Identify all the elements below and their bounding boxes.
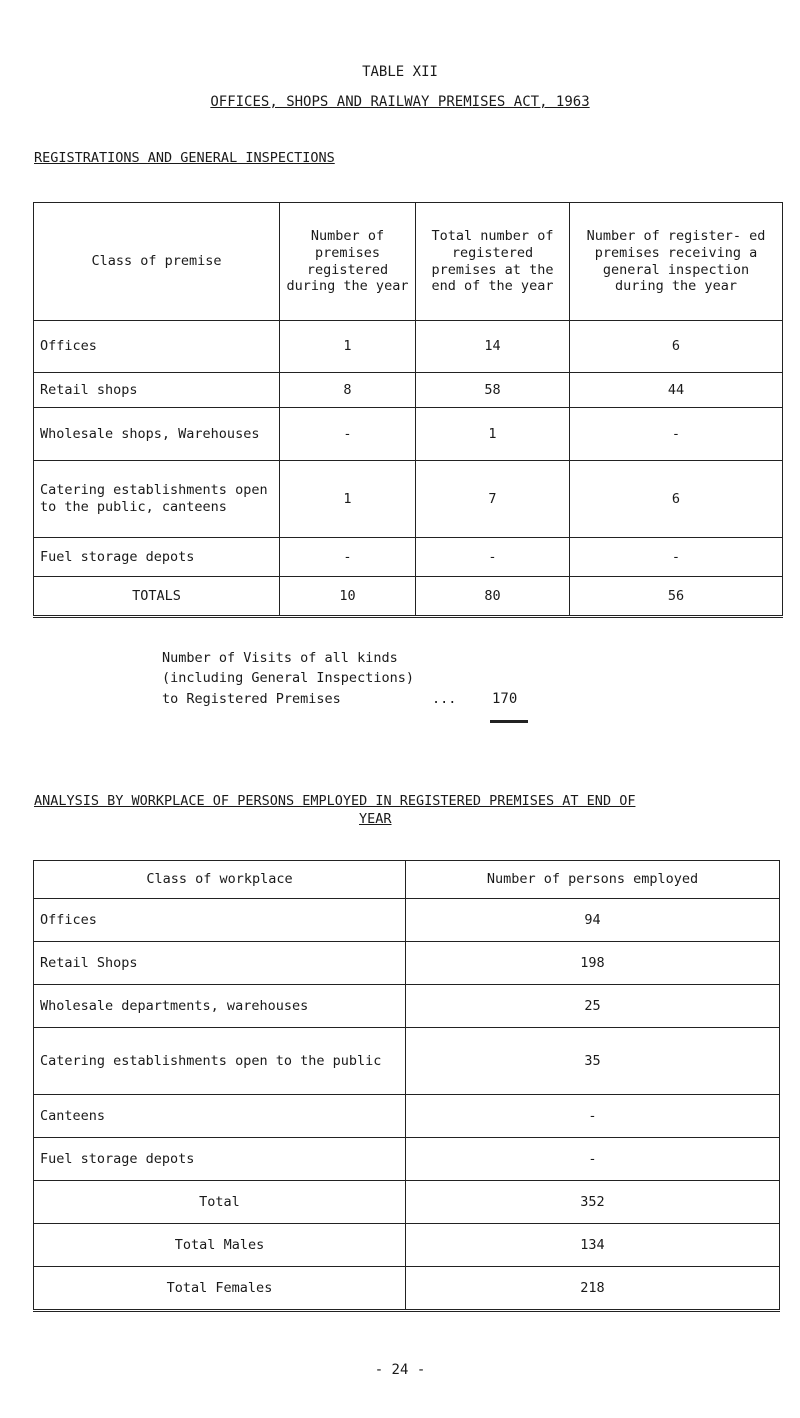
cell-registered: 10 — [280, 577, 416, 617]
cell-employed: - — [406, 1138, 780, 1181]
visits-count-underline — [490, 720, 528, 723]
page-number: - 24 - — [374, 1362, 426, 1378]
table-row — [34, 1028, 780, 1095]
cell-inspected: 44 — [570, 373, 783, 408]
column-header: Number of register- ed premises receiving a general inspection during the year — [570, 203, 783, 321]
visits-line: (including General Inspections) — [162, 670, 414, 687]
row-label: Retail Shops — [34, 942, 406, 985]
table-row — [34, 373, 783, 408]
column-header: Class of premise — [34, 203, 280, 321]
cell-employed: 352 — [406, 1181, 780, 1224]
total-label: Total Males — [34, 1224, 406, 1267]
cell-inspected: - — [570, 408, 783, 461]
table-header-row — [34, 203, 783, 321]
totals-label: TOTALS — [34, 577, 280, 617]
row-label: Wholesale shops, Warehouses — [34, 408, 280, 461]
table-row — [34, 408, 783, 461]
column-header: Number of persons employed — [406, 861, 780, 899]
table-row — [34, 461, 783, 538]
table-header-row — [34, 861, 780, 899]
table-row — [34, 942, 780, 985]
cell-total: 7 — [416, 461, 570, 538]
total-row — [34, 1181, 780, 1224]
cell-employed: 35 — [406, 1028, 780, 1095]
table-title: TABLE XII — [362, 64, 438, 80]
total-row — [34, 1224, 780, 1267]
table-row — [34, 1138, 780, 1181]
visits-line: to Registered Premises — [162, 690, 341, 707]
cell-employed: 94 — [406, 899, 780, 942]
cell-registered: 8 — [280, 373, 416, 408]
cell-total: 14 — [416, 321, 570, 373]
section-heading-line: YEAR — [359, 811, 392, 828]
cell-total: 58 — [416, 373, 570, 408]
visits-count: 170 — [492, 690, 518, 707]
section-heading-line: ANALYSIS BY WORKPLACE OF PERSONS EMPLOYED IN REGISTERED PREMISES AT END OF — [34, 793, 636, 809]
cell-employed: 134 — [406, 1224, 780, 1267]
total-label: Total — [34, 1181, 406, 1224]
cell-inspected: 6 — [570, 461, 783, 538]
cell-inspected: 56 — [570, 577, 783, 617]
total-label: Total Females — [34, 1267, 406, 1311]
visits-line: Number of Visits of all kinds — [162, 650, 398, 666]
section-heading-employment — [34, 792, 774, 828]
employment-table — [33, 860, 780, 1312]
cell-employed: 25 — [406, 985, 780, 1028]
cell-registered: 1 — [280, 321, 416, 373]
table-row — [34, 538, 783, 577]
table-row — [34, 1095, 780, 1138]
column-header: Number of premises registered during the year — [280, 203, 416, 321]
registrations-table — [33, 202, 783, 618]
cell-total: 1 — [416, 408, 570, 461]
act-title: OFFICES, SHOPS AND RAILWAY PREMISES ACT, 1963 — [210, 94, 590, 110]
row-label: Offices — [34, 899, 406, 942]
visits-summary — [162, 648, 518, 709]
section-heading-registrations: REGISTRATIONS AND GENERAL INSPECTIONS — [34, 150, 335, 166]
cell-total: - — [416, 538, 570, 577]
row-label: Canteens — [34, 1095, 406, 1138]
total-row — [34, 1267, 780, 1311]
totals-row — [34, 577, 783, 617]
row-label: Fuel storage depots — [34, 538, 280, 577]
cell-employed: 218 — [406, 1267, 780, 1311]
cell-registered: - — [280, 408, 416, 461]
cell-registered: - — [280, 538, 416, 577]
row-label: Catering establishments open to the public, canteens — [34, 461, 280, 538]
cell-employed: - — [406, 1095, 780, 1138]
cell-total: 80 — [416, 577, 570, 617]
cell-registered: 1 — [280, 461, 416, 538]
cell-inspected: 6 — [570, 321, 783, 373]
row-label: Wholesale departments, warehouses — [34, 985, 406, 1028]
table-row — [34, 899, 780, 942]
leader-dots: ... — [432, 690, 457, 707]
cell-employed: 198 — [406, 942, 780, 985]
column-header: Class of workplace — [34, 861, 406, 899]
row-label: Fuel storage depots — [34, 1138, 406, 1181]
row-label: Catering establishments open to the public — [34, 1028, 406, 1095]
row-label: Offices — [34, 321, 280, 373]
row-label: Retail shops — [34, 373, 280, 408]
column-header: Total number of registered premises at the end of the year — [416, 203, 570, 321]
table-row — [34, 985, 780, 1028]
table-row — [34, 321, 783, 373]
cell-inspected: - — [570, 538, 783, 577]
